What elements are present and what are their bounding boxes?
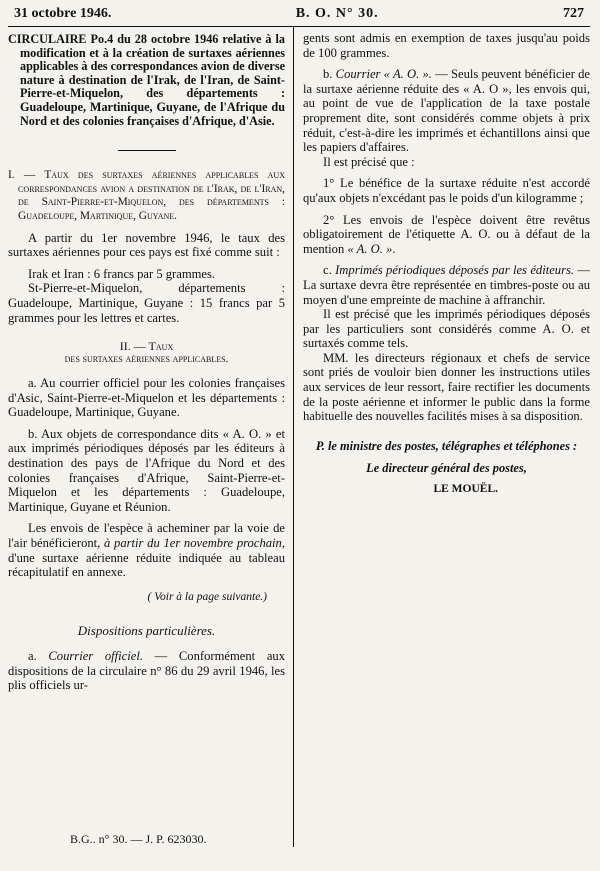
- para-condition-2-end: .: [392, 241, 396, 256]
- header-page-number: 727: [563, 6, 584, 21]
- section1-heading: I. — Taux des surtaxes aériennes applicables aux correspondances avion a destination de l'Irak, de l'Iran, de Saint-Pierre-et-Miquelon, des départements : Guadeloupe, Martinique, Guyane.: [8, 169, 285, 222]
- para-condition-1: 1° Le bénéfice de la surtaxe réduite n'est accordé qu'aux objets n'excédant pas le poids d'un kilogramme ;: [303, 176, 590, 205]
- para-directeurs: MM. les directeurs régionaux et chefs de service sont priés de vouloir bien donner les instructions utiles aux services de leur ressort, faire rectifier les documents de la poste aérienne et informer le public dans la forme habituelle des nouvelles facilités mises à sa disposition.: [303, 350, 590, 424]
- para-a-courrier: a. Au courrier officiel pour les colonies françaises d'Asic, Saint-Pierre-et-Miquelon et les départements : Guadeloupe, Martinique, Guyane.: [8, 376, 285, 420]
- para-c-text: — La surtaxe devra être représentée en timbres-poste ou au moyen d'une empreinte de machine à affranchir.: [303, 263, 591, 307]
- para-st-pierre: St-Pierre-et-Miquelon, départements : Guadeloupe, Martinique, Guyane : 15 francs par 5 grammes pour les lettres et cartes.: [8, 281, 285, 325]
- right-column: [294, 27, 590, 847]
- page-header: [8, 6, 590, 27]
- para-a-officiel-title: Courrier officiel.: [48, 649, 143, 663]
- para-condition-2-text: 2° Les envois de l'espèce doivent être revêtus obligatoirement de l'étiquette A. O. ou à défaut de la mention: [303, 212, 590, 256]
- printer-footer: B.G.. n° 30. — J. P. 623030.: [70, 832, 207, 847]
- text-columns: [8, 27, 590, 847]
- signature-name: LE MOUËL.: [433, 483, 498, 496]
- left-column: [8, 27, 294, 847]
- para-b-ao-label: b.: [323, 67, 336, 82]
- para-precise-2: Il est précisé que les imprimés périodiques déposés par les particuliers sont considérés comme A. O. et surtaxés comme tels.: [303, 307, 590, 351]
- para-continuation: gents sont admis en exemption de taxes jusqu'au poids de 100 grammes.: [303, 31, 590, 60]
- header-bulletin: B. O. N° 30.: [295, 6, 379, 21]
- para-a-officiel-label: a.: [28, 649, 49, 663]
- para-irak-iran: Irak et Iran : 6 francs par 5 grammes.: [28, 266, 216, 281]
- para-envois-date: à partir du 1er novembre prochain: [104, 536, 282, 551]
- para-precise-1: Il est précisé que :: [323, 154, 415, 169]
- para-condition-2: [303, 213, 590, 257]
- para-b-objets: b. Aux objets de correspondance dits « A. O. » et aux imprimés périodiques déposés par les éditeurs à destination des pays de l'Afrique du Nord et des colonies françaises d'Afrique, Saint-Pierre-et-Miquelon et les départements : Guadeloupe, Martinique, Guyane et Réunion.: [8, 426, 285, 514]
- para-b-ao: [303, 67, 590, 155]
- para-envois-text-end: , d'une surtaxe aérienne réduite indiquée au tableau récapitulatif en annexe.: [8, 536, 285, 580]
- para-b-ao-text: — Seuls peuvent bénéficier de la surtaxe aérienne réduite des « A. O », les envois qui, au point de vue de l'application de la taxe postale proprement dite, sont considérés comme objets à prix réduit, c'est-à-dire les imprimés et échantillons ainsi que les papiers d'affaires.: [303, 67, 591, 155]
- para-a-officiel-text: — Conformément aux dispositions de la circulaire n° 86 du 29 avril 1946, les plis officiels ur-: [8, 649, 285, 693]
- section2-heading: II. — Taux: [119, 339, 174, 354]
- header-date: 31 octobre 1946.: [14, 6, 112, 21]
- para-rates-intro: A partir du 1er novembre 1946, le taux des surtaxes aériennes pour ces pays est fixé comme suit :: [8, 230, 285, 260]
- circulaire-title: CIRCULAIRE Po.4 du 28 octobre 1946: [8, 32, 219, 46]
- signature-line-1: P. le ministre des postes, télégraphes et téléphones :: [315, 438, 578, 453]
- para-envois-text: Les envois de l'espèce à acheminer par la voie de l'air bénéficieront,: [8, 521, 285, 551]
- circulaire-heading: [8, 33, 285, 128]
- dispositions-heading: Dispositions particulières.: [77, 623, 216, 639]
- para-a-officiel: [8, 649, 285, 693]
- section-divider: [118, 150, 176, 151]
- para-c-label: c.: [323, 263, 336, 278]
- section2-subheading: des surtaxes aériennes applicables.: [64, 353, 229, 366]
- para-c-title: Imprimés périodiques déposés par les éditeurs.: [335, 263, 575, 278]
- circulaire-description: relative à la modification et à la création de surtaxes aériennes applicables à des correspondances avion de diverse nature à destination de l'Irak, de l'Iran, de Saint-Pierre-et-Miquelon, des départements : Guadeloupe, Martinique, Guyane, de l'Afrique du Nord et des colonies françaises d'Afrique, d'Asie.: [20, 32, 285, 128]
- para-b-ao-title: Courrier « A. O. ».: [335, 67, 432, 82]
- para-c-imprimes: [303, 263, 590, 307]
- para-envois: [8, 521, 285, 579]
- see-next-page-note: ( Voir à la page suivante.): [147, 590, 267, 603]
- signature-line-2: Le directeur général des postes,: [366, 461, 527, 476]
- para-condition-2-mention: « A. O. »: [347, 241, 393, 256]
